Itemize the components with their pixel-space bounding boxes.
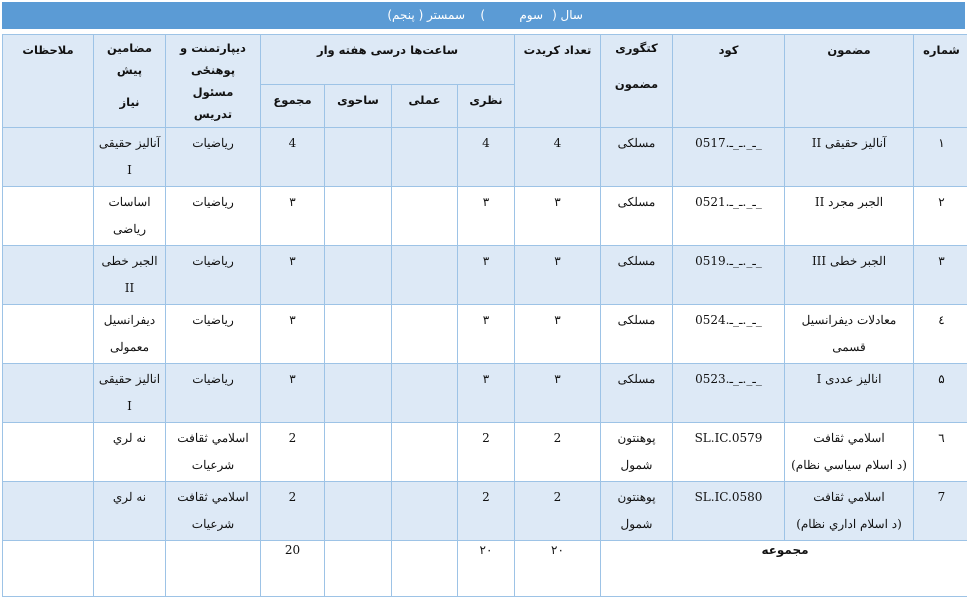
row-number <box>914 128 967 187</box>
row-prerequisites-text: الجبر خطی <box>98 248 161 275</box>
row-practical <box>392 364 458 423</box>
row-code <box>673 246 785 305</box>
row-field <box>325 246 392 305</box>
row-number-text: ٦ <box>918 425 965 452</box>
row-prerequisites <box>94 423 166 482</box>
row-theory <box>458 128 515 187</box>
row-subject <box>785 423 914 482</box>
row-department <box>166 128 261 187</box>
row-theory-text: 2 <box>462 425 510 452</box>
row-theory <box>458 364 515 423</box>
row-total-text: 2 <box>265 484 320 511</box>
row-field <box>325 364 392 423</box>
totals-total: 20 <box>261 541 325 597</box>
row-credits-text: 2 <box>519 425 596 452</box>
header-subject: مضمون <box>785 35 914 128</box>
row-category-text: مسلکی <box>605 248 668 275</box>
row-category <box>601 364 673 423</box>
row-number-text: ۱ <box>918 130 965 157</box>
row-number <box>914 482 967 541</box>
row-number-text: 7 <box>918 484 965 511</box>
row-prerequisites <box>94 128 166 187</box>
row-credits <box>515 423 601 482</box>
row-prerequisites-text-line2: ریاضی <box>98 216 161 243</box>
row-total-text: ۳ <box>265 189 320 216</box>
totals-label: مجموعه <box>601 541 967 597</box>
row-credits <box>515 482 601 541</box>
row-prerequisites-text: انالیز حقیقی I <box>98 366 161 420</box>
row-credits-text: ۳ <box>519 366 596 393</box>
header-code: کود <box>673 35 785 128</box>
row-practical <box>392 246 458 305</box>
row-subject-text: الجبر مجرد II <box>789 189 909 216</box>
row-notes <box>3 364 94 423</box>
header-practical: عملی <box>392 84 458 127</box>
row-credits <box>515 246 601 305</box>
header-category-line2: مضمون <box>605 73 668 95</box>
row-prerequisites-text: آنالیز حقیقی <box>98 130 161 157</box>
row-prerequisites-text: دیفرانسیل <box>98 307 161 334</box>
row-number <box>914 364 967 423</box>
row-theory-text: 4 <box>462 130 510 157</box>
row-theory-text: ۳ <box>462 307 510 334</box>
row-notes <box>3 128 94 187</box>
row-code <box>673 423 785 482</box>
row-category-text: مسلکی <box>605 307 668 334</box>
row-code-text: 0521.ـ_.ـ_ـ_ <box>677 189 780 216</box>
row-field <box>325 128 392 187</box>
row-credits-text: ۳ <box>519 189 596 216</box>
row-credits <box>515 364 601 423</box>
row-subject <box>785 305 914 364</box>
row-code <box>673 305 785 364</box>
header-category-line1: کتگوری <box>605 37 668 59</box>
row-department-text-line2: شرعیات <box>170 452 256 479</box>
header-credits: تعداد کریدت <box>515 35 601 128</box>
row-number-text: ٤ <box>918 307 965 334</box>
row-department-text: ریاضیات <box>170 189 256 216</box>
row-notes <box>3 423 94 482</box>
row-subject <box>785 364 914 423</box>
semester-label: سمستر ( پنجم) <box>387 2 465 29</box>
row-category-text: پوهنتون شمول <box>605 425 668 479</box>
row-subject <box>785 482 914 541</box>
row-department <box>166 482 261 541</box>
header-prerequisites <box>94 35 166 128</box>
header-category <box>601 35 673 128</box>
row-subject-text-line2: (د اسلام سیاسي نظام) <box>789 452 909 479</box>
row-number <box>914 246 967 305</box>
row-department-text: ریاضیات <box>170 366 256 393</box>
row-prerequisites-text: نه لري <box>98 484 161 511</box>
row-field <box>325 423 392 482</box>
header-department <box>166 35 261 128</box>
row-department <box>166 187 261 246</box>
row-credits <box>515 305 601 364</box>
row-code <box>673 364 785 423</box>
header-department-line1: دیپارتمنت و <box>170 37 256 59</box>
row-practical <box>392 305 458 364</box>
row-department <box>166 423 261 482</box>
row-subject-text: آنالیز حقیقی II <box>789 130 909 157</box>
curriculum-table <box>2 34 967 597</box>
row-category-text: پوهنتون شمول <box>605 484 668 538</box>
row-theory-text: 2 <box>462 484 510 511</box>
row-practical <box>392 482 458 541</box>
row-field <box>325 482 392 541</box>
header-notes: ملاحظات <box>3 35 94 128</box>
row-category <box>601 128 673 187</box>
row-subject-text: اسلامي ثقافت <box>789 484 909 511</box>
header-prereq-line2: نیاز <box>98 91 161 113</box>
row-department-text: ریاضیات <box>170 130 256 157</box>
table-row <box>3 246 967 305</box>
header-number: شماره <box>914 35 967 128</box>
table-row <box>3 482 967 541</box>
row-number <box>914 423 967 482</box>
row-total <box>261 482 325 541</box>
row-code <box>673 187 785 246</box>
row-total <box>261 246 325 305</box>
row-total <box>261 423 325 482</box>
row-theory-text: ۳ <box>462 248 510 275</box>
totals-credits: ۲۰ <box>515 541 601 597</box>
row-field <box>325 187 392 246</box>
row-theory <box>458 187 515 246</box>
header-total: مجموع <box>261 84 325 127</box>
row-number-text: ۳ <box>918 248 965 275</box>
row-theory <box>458 423 515 482</box>
row-theory <box>458 305 515 364</box>
totals-theory: ۲۰ <box>458 541 515 597</box>
year-label: سال ( <box>552 2 583 29</box>
row-subject <box>785 246 914 305</box>
row-total <box>261 305 325 364</box>
row-category <box>601 423 673 482</box>
row-prerequisites <box>94 482 166 541</box>
row-credits-text: 2 <box>519 484 596 511</box>
row-code-text: 0523.ـ_.ـ_ـ_ <box>677 366 780 393</box>
row-prerequisites <box>94 364 166 423</box>
row-theory <box>458 246 515 305</box>
row-prerequisites <box>94 305 166 364</box>
row-prerequisites-text: نه لري <box>98 425 161 452</box>
row-credits-text: ۳ <box>519 307 596 334</box>
row-prerequisites-text: اساسات <box>98 189 161 216</box>
row-credits <box>515 187 601 246</box>
row-total <box>261 187 325 246</box>
row-code-text: SL.IC.0580 <box>677 484 780 511</box>
row-notes <box>3 482 94 541</box>
row-code-text: 0517.ـ_.ـ_ـ_ <box>677 130 780 157</box>
header-weekly-hours: ساعت‌ها درسی هفته وار <box>261 35 515 85</box>
row-category-text: مسلکی <box>605 189 668 216</box>
row-department-text: ریاضیات <box>170 248 256 275</box>
row-subject <box>785 128 914 187</box>
row-total-text: ۳ <box>265 248 320 275</box>
row-department-text: اسلامي ثقافت <box>170 484 256 511</box>
row-category <box>601 482 673 541</box>
row-practical <box>392 128 458 187</box>
row-prerequisites-text-line2: II <box>98 275 161 302</box>
row-prerequisites-text-line2: I <box>98 157 161 184</box>
header-department-line3: تدریس <box>170 103 256 125</box>
table-row <box>3 128 967 187</box>
row-subject-text: انالیز عددی I <box>789 366 909 393</box>
row-prerequisites-text-line2: معمولی <box>98 334 161 361</box>
row-total-text: ۳ <box>265 307 320 334</box>
year-close: ) <box>480 2 485 29</box>
header-prereq-line1: مضامین پیش <box>98 37 161 81</box>
row-practical <box>392 187 458 246</box>
row-total-text: ۳ <box>265 366 320 393</box>
header-department-line2: پوهنځی مسئول <box>170 59 256 103</box>
row-category <box>601 246 673 305</box>
row-number-text: ۵ <box>918 366 965 393</box>
table-body <box>3 128 967 541</box>
row-total-text: 4 <box>265 130 320 157</box>
row-credits <box>515 128 601 187</box>
row-notes <box>3 305 94 364</box>
row-credits-text: ۳ <box>519 248 596 275</box>
row-code-text: 0524.ـ_.ـ_ـ_ <box>677 307 780 334</box>
row-code-text: 0519.ـ_.ـ_ـ_ <box>677 248 780 275</box>
row-total-text: 2 <box>265 425 320 452</box>
table-row <box>3 423 967 482</box>
row-total <box>261 364 325 423</box>
header-field: ساحوی <box>325 84 392 127</box>
table-row <box>3 305 967 364</box>
row-number <box>914 305 967 364</box>
row-theory <box>458 482 515 541</box>
row-subject-text-line2: (د اسلام اداري نظام) <box>789 511 909 538</box>
year-value: سوم <box>519 2 543 29</box>
row-prerequisites <box>94 187 166 246</box>
row-credits-text: 4 <box>519 130 596 157</box>
row-notes <box>3 246 94 305</box>
row-category <box>601 305 673 364</box>
row-subject-text: الجبر خطی III <box>789 248 909 275</box>
row-prerequisites <box>94 246 166 305</box>
row-department-text-line2: شرعیات <box>170 511 256 538</box>
row-number <box>914 187 967 246</box>
row-category <box>601 187 673 246</box>
row-field <box>325 305 392 364</box>
row-category-text: مسلکی <box>605 366 668 393</box>
table-row <box>3 187 967 246</box>
row-department-text: اسلامي ثقافت <box>170 425 256 452</box>
row-category-text: مسلکی <box>605 130 668 157</box>
row-theory-text: ۳ <box>462 189 510 216</box>
row-theory-text: ۳ <box>462 366 510 393</box>
row-subject-text-line2: قسمی <box>789 334 909 361</box>
row-code <box>673 482 785 541</box>
row-code-text: SL.IC.0579 <box>677 425 780 452</box>
row-department <box>166 305 261 364</box>
row-department <box>166 246 261 305</box>
row-subject-text: معادلات دیفرانسیل <box>789 307 909 334</box>
row-subject-text: اسلامي ثقافت <box>789 425 909 452</box>
row-code <box>673 128 785 187</box>
semester-banner <box>2 2 965 29</box>
row-number-text: ۲ <box>918 189 965 216</box>
header-theory: نظری <box>458 84 515 127</box>
row-subject <box>785 187 914 246</box>
row-practical <box>392 423 458 482</box>
row-department <box>166 364 261 423</box>
row-department-text: ریاضیات <box>170 307 256 334</box>
row-total <box>261 128 325 187</box>
table-row <box>3 364 967 423</box>
row-notes <box>3 187 94 246</box>
